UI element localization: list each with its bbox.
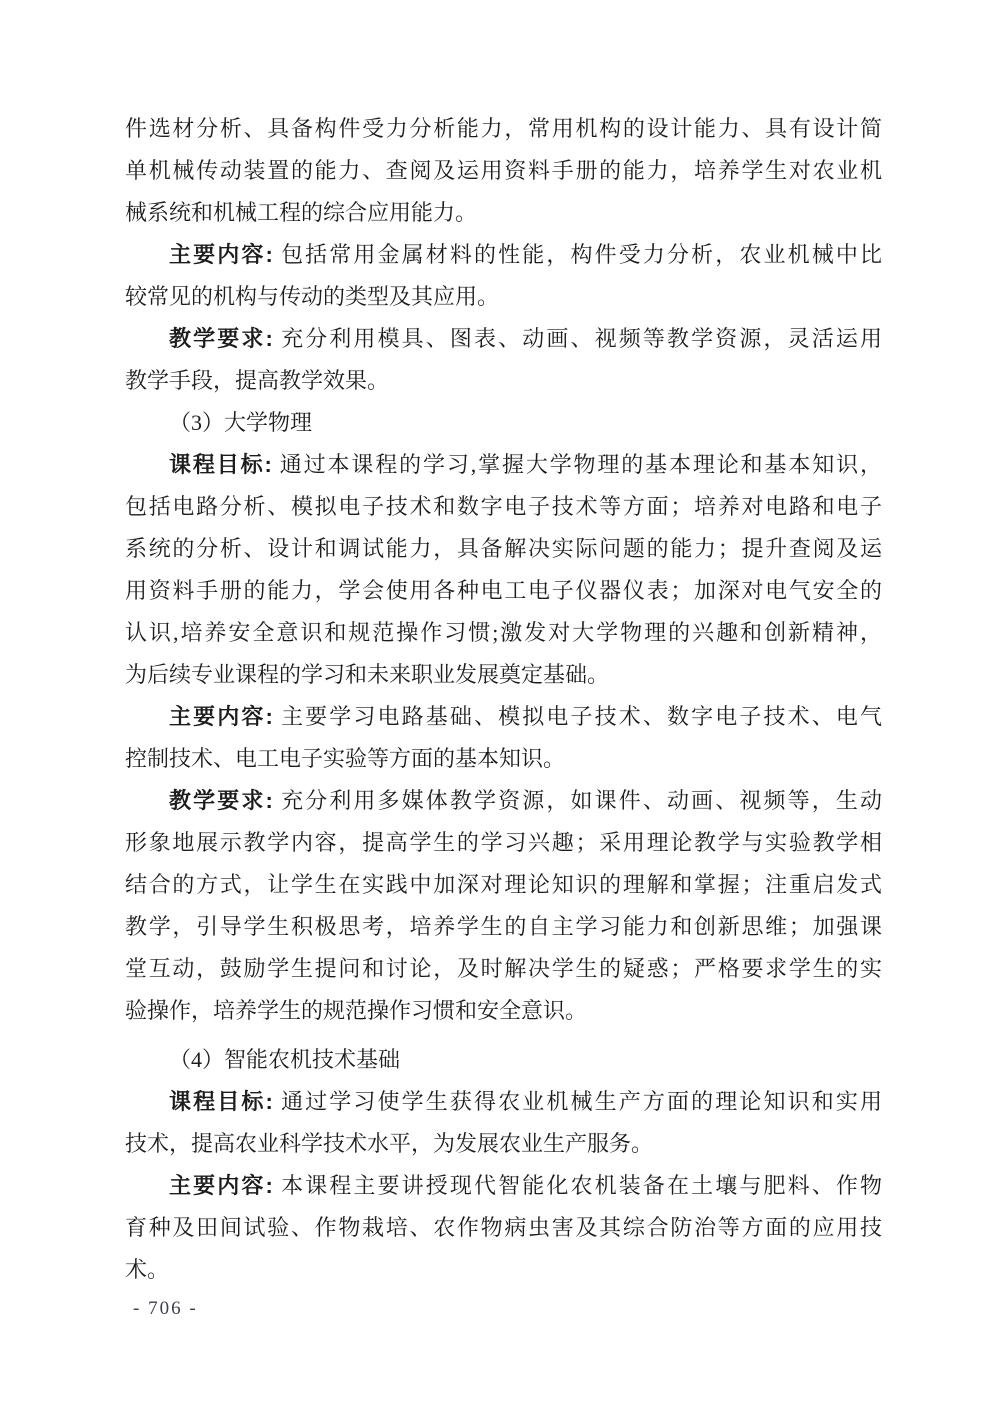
text-line: 控制技术、电工电子实验等方面的基本知识。 [125, 746, 566, 771]
paragraph-text: 充分利用多媒体教学资源，如课件、动画、视频等，生动 [281, 788, 882, 813]
text-line: 为后续专业课程的学习和未来职业发展奠定基础。 [125, 662, 610, 687]
paragraph-text: 主要学习电路基础、模拟电子技术、数字电子技术、电气 [281, 704, 882, 729]
text-line: 育种及田间试验、作物栽培、农作物病虫害及其综合防治等方面的应用技 [125, 1215, 882, 1240]
text-line-labeled [125, 696, 882, 738]
paragraph-label: 课程目标: [169, 1089, 282, 1114]
paragraph-label: 教学要求: [169, 788, 282, 813]
paragraph-label: 课程目标: [169, 452, 280, 477]
paragraph-text: 通过本课程的学习,掌握大学物理的基本理论和基本知识， [279, 452, 882, 477]
text-line-labeled [125, 1165, 882, 1207]
paragraph-text: 包括常用金属材料的性能，构件受力分析，农业机械中比 [281, 242, 882, 267]
page-number: - 706 - [133, 1298, 198, 1319]
paragraph-text: 通过学习使学生获得农业机械生产方面的理论知识和实用 [281, 1089, 882, 1114]
text-line: 教学，引导学生积极思考，培养学生的自主学习能力和创新思维；加强课 [125, 914, 882, 939]
text-line-labeled [125, 234, 882, 276]
paragraph-text: 充分利用模具、图表、动画、视频等教学资源，灵活运用 [281, 326, 882, 351]
text-line: 较常见的机构与传动的类型及其应用。 [125, 284, 500, 309]
text-line: 用资料手册的能力，学会使用各种电工电子仪器仪表；加深对电气安全的 [125, 578, 882, 603]
section-heading-4: （4）智能农机技术基础 [169, 1047, 401, 1072]
text-line-labeled [125, 1081, 882, 1123]
text-line: 技术，提高农业科学技术水平，为发展农业生产服务。 [125, 1131, 654, 1156]
paragraph-label: 主要内容: [169, 242, 282, 267]
paragraph-label: 主要内容: [169, 1173, 282, 1198]
paragraph-text: 本课程主要讲授现代智能化农机装备在土壤与肥料、作物 [281, 1173, 882, 1198]
text-line: 结合的方式，让学生在实践中加深对理论知识的理解和掌握；注重启发式 [125, 872, 882, 897]
text-line: 术。 [125, 1257, 170, 1282]
text-line: 认识,培养安全意识和规范操作习惯;激发对大学物理的兴趣和创新精神， [125, 620, 882, 645]
text-line: 包括电路分析、模拟电子技术和数字电子技术等方面；培养对电路和电子 [125, 494, 882, 519]
text-line-labeled [125, 318, 882, 360]
text-line: 验操作，培养学生的规范操作习惯和安全意识。 [125, 998, 588, 1023]
text-line: 单机械传动装置的能力、查阅及运用资料手册的能力，培养学生对农业机 [125, 158, 882, 183]
text-line: 械系统和机械工程的综合应用能力。 [125, 200, 478, 225]
text-line: 教学手段，提高教学效果。 [125, 368, 390, 393]
paragraph-label: 主要内容: [169, 704, 282, 729]
text-line: 系统的分析、设计和调试能力，具备解决实际问题的能力；提升查阅及运 [125, 536, 882, 561]
text-line-labeled [125, 780, 882, 822]
section-heading-3: （3）大学物理 [169, 410, 313, 435]
paragraph-label: 教学要求: [169, 326, 282, 351]
text-block [125, 108, 882, 1291]
text-line: 堂互动，鼓励学生提问和讨论，及时解决学生的疑惑；严格要求学生的实 [125, 956, 882, 981]
text-line-labeled [125, 444, 882, 486]
text-line: 件选材分析、具备构件受力分析能力，常用机构的设计能力、具有设计简 [125, 116, 882, 141]
text-line: 形象地展示教学内容，提高学生的学习兴趣；采用理论教学与实验教学相 [125, 830, 882, 855]
